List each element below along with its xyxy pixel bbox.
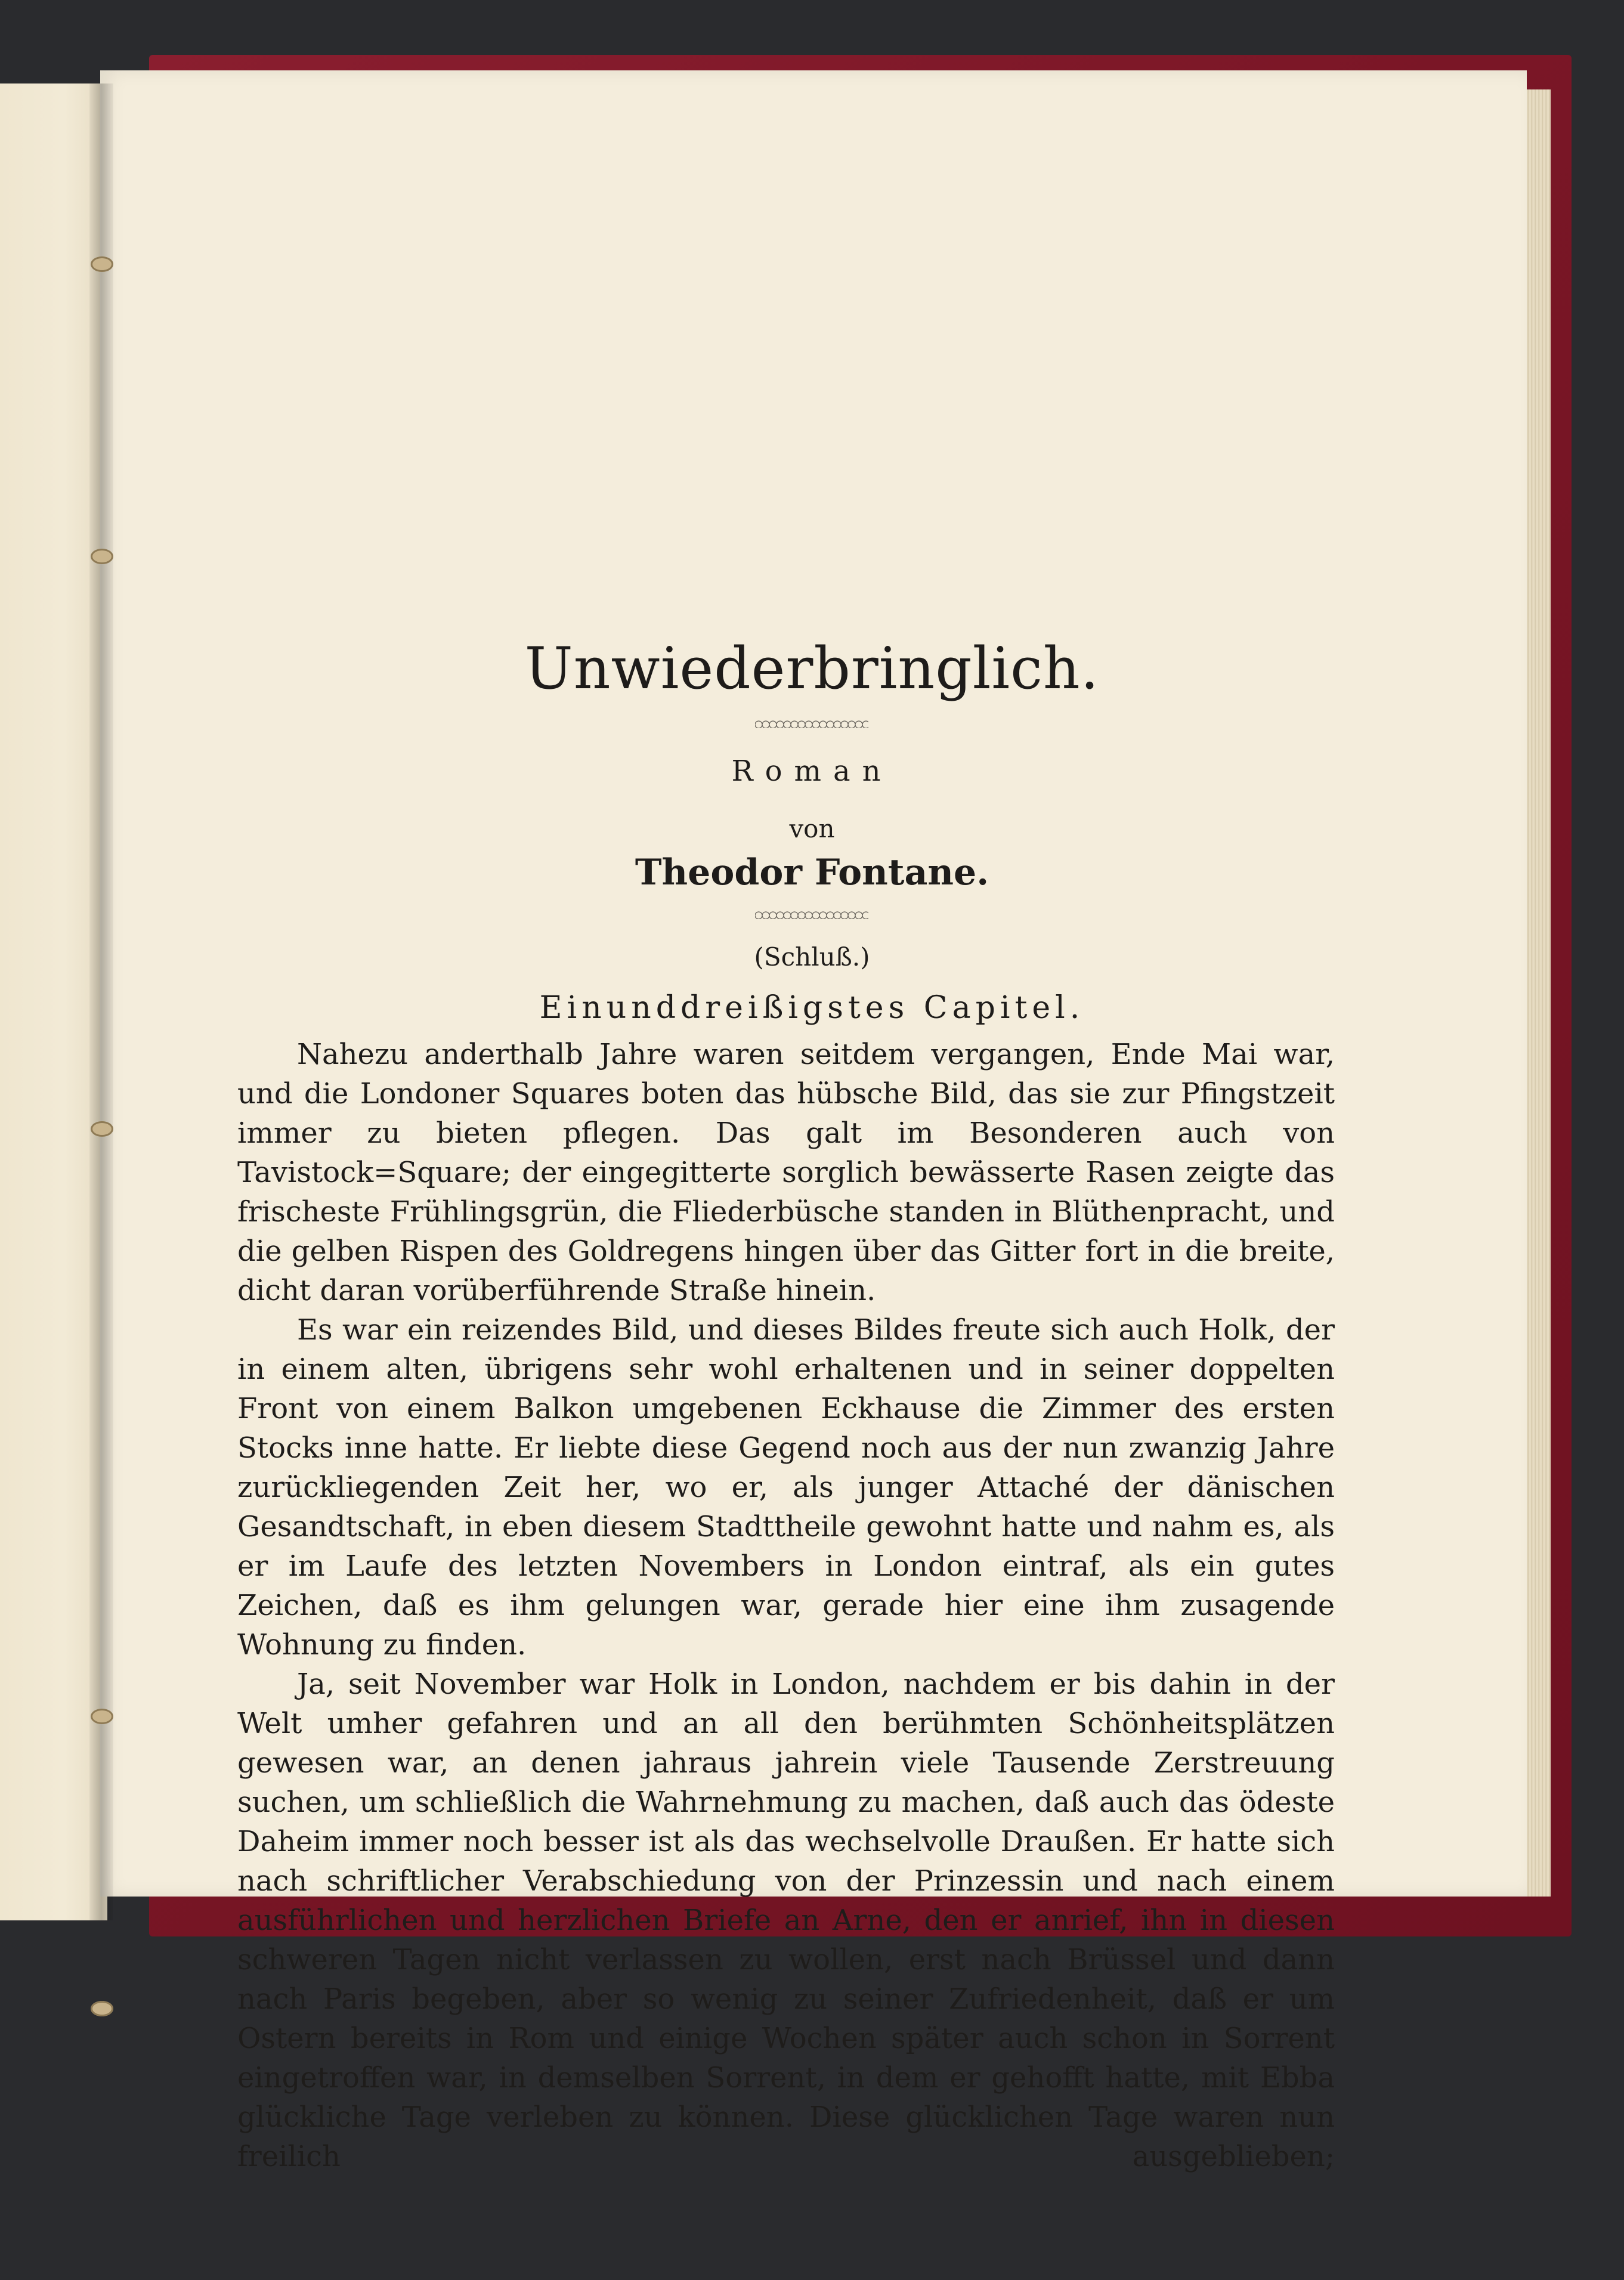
chapter-heading: Einunddreißigstes Capitel. [539, 990, 1085, 1026]
continuation-note: (Schluß.) [754, 942, 870, 972]
page-title: Unwiederbringlich. [524, 635, 1100, 702]
binding-stitch [91, 256, 113, 272]
paragraph: Ja, seit November war Holk in London, nachdem er bis dahin in der Welt umher gefahren und an all den berühmten Schönheitsplätzen gewesen war, an denen jahraus jahrein viele Tausende Zerstreuung suchen, um schließlich die Wahrnehmung zu machen, daß auch das ödeste Daheim immer noch besser ist als das wechselvolle Draußen. Er hatte sich nach schriftlicher Verabschiedung von der Prinzessin und nach einem ausführlichen und herzlichen Briefe an Arne, den er anrief, ihn in diesen schweren Tagen nicht verlassen zu wollen, erst nach Brüssel und dann nach Paris begeben, aber so wenig zu seiner Zufriedenheit, daß er um Ostern bereits in Rom und einige Wochen später auch schon in Sorrent eingetroffen war, in demselben Sorrent, in dem er gehofft hatte, mit Ebba glückliche Tage verleben zu können. Diese glücklichen Tage waren nun freilich ausgeblieben; [237, 1668, 1335, 2173]
binding-stitch [91, 1121, 113, 1137]
ornament-divider [755, 719, 868, 728]
paragraph: Nahezu anderthalb Jahre waren seitdem vergangen, Ende Mai war, und die Londoner Squares boten das hübsche Bild, das sie zur Pfingstzeit immer zu bieten pflegen. Das galt im Besonderen auch von Tavistock=Square; der eingegitterte sorglich bewässerte Rasen zeigte das frischeste Frühlingsgrün, die Fliederbüsche standen in Blüthenpracht, und die gelben Rispen des Goldregens hingen über das Gitter fort in die breite, dicht daran vorüberführende Straße hinein. [237, 1038, 1335, 1307]
paragraph: Es war ein reizendes Bild, und dieses Bildes freute sich auch Holk, der in einem alten, übrigens sehr wohl erhaltenen und in seiner doppelten Front von einem Balkon umgebenen Eckhause die Zimmer des ersten Stocks inne hatte. Er liebte diese Gegend noch aus der nun zwanzig Jahre zurückliegenden Zeit her, wo er, als junger Attaché der dänischen Gesandtschaft, in eben diesem Stadttheile gewohnt hatte und nahm es, als er im Laufe des letzten Novembers in London eintraf, als ein gutes Zeichen, daß es ihm gelungen war, gerade hier eine ihm zusagende Wohnung zu finden. [237, 1313, 1335, 1662]
binding-stitch [91, 2001, 113, 2016]
body-text [237, 1035, 1335, 2176]
ornament-divider [755, 909, 868, 919]
binding-stitch [91, 549, 113, 564]
byline-von: von [789, 814, 835, 843]
subtitle: Roman [731, 754, 893, 788]
author-name: Theodor Fontane. [635, 852, 989, 893]
binding-stitch [91, 1709, 113, 1724]
